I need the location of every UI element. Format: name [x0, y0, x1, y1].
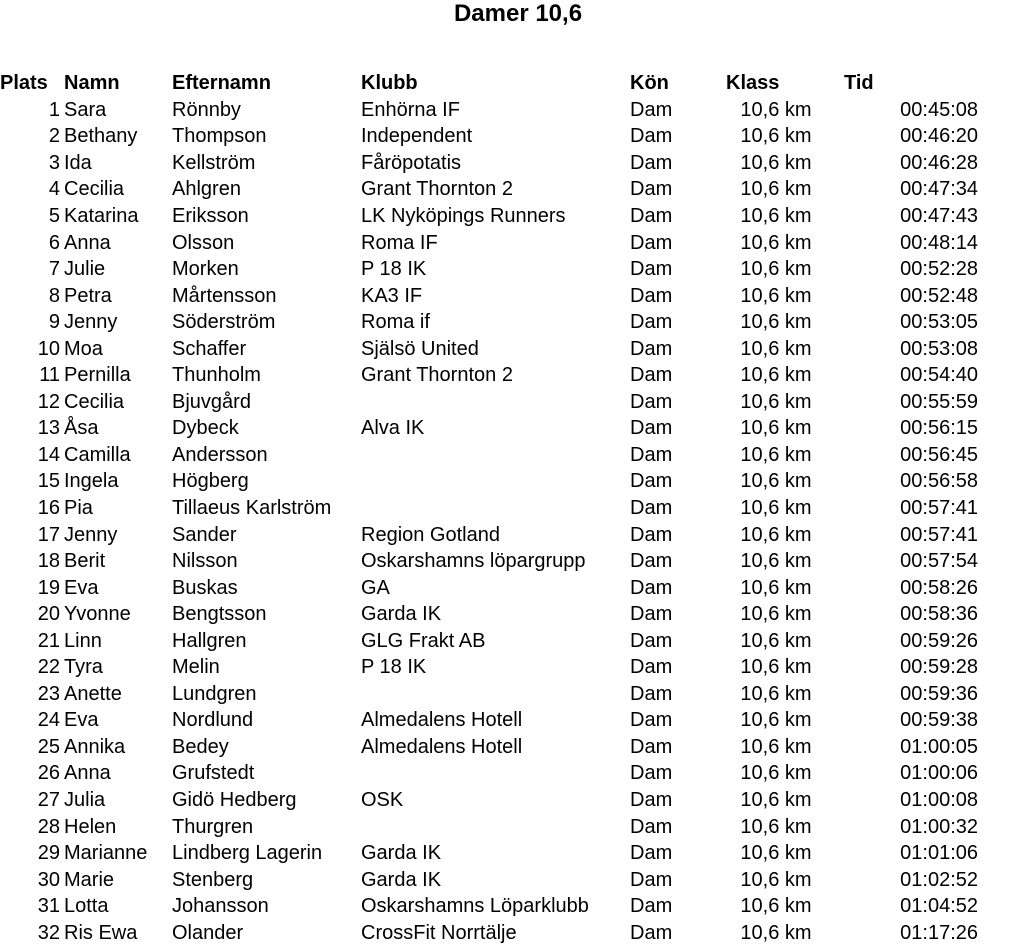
table-row — [0, 97, 978, 124]
cell-plats: 2 — [48, 125, 60, 148]
cell-namn: Åsa — [64, 417, 99, 440]
cell-klass: 10,6 km — [740, 284, 812, 307]
cell-klubb: P 18 IK — [361, 656, 427, 679]
cell-efternamn: Rönnby — [172, 98, 241, 121]
table-row — [0, 761, 978, 788]
cell-plats: 11 — [39, 364, 60, 387]
cell-efternamn: Gidö Hedberg — [172, 788, 297, 811]
cell-klubb — [361, 761, 630, 788]
cell-namn: Moa — [64, 337, 103, 360]
cell-klass: 10,6 km — [740, 125, 812, 148]
cell-plats: 20 — [37, 603, 60, 626]
column-header-tid: Tid — [844, 71, 874, 94]
cell-klubb: Grant Thornton 2 — [361, 364, 513, 387]
cell-plats: 25 — [37, 735, 60, 758]
cell-klass: 10,6 km — [740, 496, 812, 519]
cell-kon: Dam — [630, 629, 673, 652]
cell-tid: 01:01:06 — [900, 842, 978, 865]
cell-namn: Sara — [64, 98, 107, 121]
cell-klass: 10,6 km — [740, 443, 812, 466]
table-row — [0, 177, 978, 204]
cell-klass: 10,6 km — [740, 523, 812, 546]
table-row — [0, 230, 978, 257]
cell-plats: 16 — [37, 496, 60, 519]
cell-tid: 00:58:26 — [900, 576, 978, 599]
cell-namn: Anna — [64, 762, 111, 785]
cell-tid: 00:57:54 — [900, 550, 978, 573]
cell-efternamn: Nordlund — [172, 709, 254, 732]
cell-kon: Dam — [630, 231, 673, 254]
cell-efternamn: Eriksson — [172, 204, 249, 227]
cell-namn: Lotta — [64, 895, 109, 918]
cell-klass: 10,6 km — [740, 258, 812, 281]
cell-klubb — [361, 681, 630, 708]
cell-namn: Katarina — [64, 204, 139, 227]
cell-efternamn: Thurgren — [172, 815, 254, 838]
table-row — [0, 920, 978, 947]
cell-plats: 1 — [48, 98, 60, 121]
cell-tid: 00:56:15 — [900, 417, 978, 440]
table-row — [0, 495, 978, 522]
cell-namn: Pernilla — [64, 364, 131, 387]
cell-namn: Cecilia — [64, 178, 125, 201]
cell-klass: 10,6 km — [740, 151, 812, 174]
cell-klass: 10,6 km — [740, 603, 812, 626]
column-header-klubb: Klubb — [361, 71, 418, 94]
results-table — [0, 69, 978, 947]
cell-namn: Berit — [64, 550, 106, 573]
cell-plats: 28 — [37, 815, 60, 838]
cell-namn: Ingela — [64, 470, 119, 493]
cell-klubb: Själsö United — [361, 337, 479, 360]
cell-namn: Cecilia — [64, 390, 125, 413]
cell-tid: 00:56:45 — [900, 443, 978, 466]
cell-namn: Anette — [64, 682, 122, 705]
cell-plats: 29 — [37, 842, 60, 865]
cell-namn: Ida — [64, 151, 92, 174]
cell-plats: 17 — [37, 523, 60, 546]
cell-klubb: Garda IK — [361, 868, 442, 891]
table-row — [0, 734, 978, 761]
table-row — [0, 654, 978, 681]
cell-plats: 14 — [37, 443, 60, 466]
cell-tid: 00:57:41 — [900, 523, 978, 546]
table-row — [0, 203, 978, 230]
table-row — [0, 548, 978, 575]
table-row — [0, 124, 978, 151]
cell-namn: Eva — [64, 709, 99, 732]
cell-klass: 10,6 km — [740, 550, 812, 573]
cell-plats: 19 — [37, 576, 60, 599]
cell-tid: 00:58:36 — [900, 603, 978, 626]
cell-tid: 00:57:41 — [900, 496, 978, 519]
cell-klubb: Independent — [361, 125, 473, 148]
cell-plats: 4 — [48, 178, 60, 201]
cell-kon: Dam — [630, 656, 673, 679]
cell-tid: 00:46:28 — [900, 151, 978, 174]
cell-plats: 5 — [48, 204, 60, 227]
cell-namn: Julie — [64, 258, 106, 281]
cell-kon: Dam — [630, 523, 673, 546]
cell-namn: Marianne — [64, 842, 148, 865]
cell-tid: 00:45:08 — [900, 98, 978, 121]
cell-plats: 12 — [37, 390, 60, 413]
cell-namn: Jenny — [64, 311, 118, 334]
cell-tid: 00:48:14 — [900, 231, 978, 254]
cell-efternamn: Johansson — [172, 895, 269, 918]
cell-klass: 10,6 km — [740, 178, 812, 201]
cell-plats: 27 — [37, 788, 60, 811]
cell-efternamn: Buskas — [172, 576, 238, 599]
cell-klubb: Almedalens Hotell — [361, 735, 523, 758]
cell-klubb: Roma IF — [361, 231, 438, 254]
cell-klass: 10,6 km — [740, 868, 812, 891]
column-header-klass: Klass — [726, 71, 780, 94]
column-header-plats: Plats — [0, 71, 48, 94]
cell-efternamn: Andersson — [172, 443, 268, 466]
cell-plats: 32 — [37, 921, 60, 944]
cell-tid: 01:04:52 — [900, 895, 978, 918]
cell-namn: Jenny — [64, 523, 118, 546]
cell-kon: Dam — [630, 815, 673, 838]
cell-klass: 10,6 km — [740, 682, 812, 705]
cell-plats: 9 — [48, 311, 60, 334]
cell-plats: 24 — [37, 709, 60, 732]
cell-efternamn: Morken — [172, 258, 239, 281]
cell-kon: Dam — [630, 311, 673, 334]
cell-efternamn: Sander — [172, 523, 237, 546]
cell-klass: 10,6 km — [740, 417, 812, 440]
cell-klubb — [361, 495, 630, 522]
cell-kon: Dam — [630, 550, 673, 573]
cell-klass: 10,6 km — [740, 788, 812, 811]
cell-klass: 10,6 km — [740, 629, 812, 652]
cell-kon: Dam — [630, 603, 673, 626]
cell-plats: 10 — [37, 337, 60, 360]
cell-tid: 01:00:08 — [900, 788, 978, 811]
cell-efternamn: Ahlgren — [172, 178, 241, 201]
cell-plats: 3 — [48, 151, 60, 174]
cell-efternamn: Tillaeus Karlström — [172, 496, 332, 519]
cell-efternamn: Lindberg Lagerin — [172, 842, 323, 865]
table-row — [0, 575, 978, 602]
cell-klubb: Fåröpotatis — [361, 151, 462, 174]
cell-efternamn: Olsson — [172, 231, 235, 254]
cell-tid: 01:00:32 — [900, 815, 978, 838]
cell-kon: Dam — [630, 390, 673, 413]
table-body — [0, 97, 978, 947]
cell-tid: 00:52:28 — [900, 258, 978, 281]
table-row — [0, 840, 978, 867]
cell-kon: Dam — [630, 204, 673, 227]
cell-namn: Annika — [64, 735, 126, 758]
cell-tid: 01:00:06 — [900, 762, 978, 785]
cell-plats: 26 — [37, 762, 60, 785]
cell-efternamn: Nilsson — [172, 550, 238, 573]
table-row — [0, 256, 978, 283]
cell-plats: 30 — [37, 868, 60, 891]
table-row — [0, 389, 978, 416]
cell-kon: Dam — [630, 895, 673, 918]
cell-efternamn: Söderström — [172, 311, 276, 334]
cell-efternamn: Hallgren — [172, 629, 247, 652]
cell-namn: Pia — [64, 496, 93, 519]
cell-kon: Dam — [630, 98, 673, 121]
cell-klubb: GA — [361, 576, 390, 599]
cell-klubb — [361, 389, 630, 416]
cell-klubb: LK Nyköpings Runners — [361, 204, 566, 227]
cell-klubb: Oskarshamns Löparklubb — [361, 895, 589, 918]
cell-tid: 00:59:38 — [900, 709, 978, 732]
cell-tid: 00:56:58 — [900, 470, 978, 493]
header-row — [0, 69, 978, 97]
cell-klass: 10,6 km — [740, 470, 812, 493]
cell-klass: 10,6 km — [740, 98, 812, 121]
page-title: Damer 10,6 — [453, 0, 583, 27]
cell-kon: Dam — [630, 709, 673, 732]
cell-kon: Dam — [630, 417, 673, 440]
table-row — [0, 362, 978, 389]
cell-namn: Petra — [64, 284, 112, 307]
cell-kon: Dam — [630, 178, 673, 201]
cell-efternamn: Thompson — [172, 125, 267, 148]
cell-tid: 00:53:08 — [900, 337, 978, 360]
cell-kon: Dam — [630, 762, 673, 785]
cell-kon: Dam — [630, 735, 673, 758]
cell-plats: 7 — [48, 258, 60, 281]
cell-klubb: OSK — [361, 788, 404, 811]
cell-namn: Eva — [64, 576, 99, 599]
cell-klubb: P 18 IK — [361, 258, 427, 281]
cell-klass: 10,6 km — [740, 815, 812, 838]
cell-klass: 10,6 km — [740, 231, 812, 254]
cell-plats: 18 — [37, 550, 60, 573]
cell-klubb: KA3 IF — [361, 284, 423, 307]
cell-efternamn: Olander — [172, 921, 244, 944]
cell-efternamn: Kellström — [172, 151, 256, 174]
cell-tid: 01:17:26 — [900, 921, 978, 944]
table-row — [0, 867, 978, 894]
table-row — [0, 469, 978, 496]
cell-klubb: Garda IK — [361, 603, 442, 626]
cell-namn: Ris Ewa — [64, 921, 138, 944]
cell-klubb: Grant Thornton 2 — [361, 178, 513, 201]
cell-kon: Dam — [630, 443, 673, 466]
cell-klubb: CrossFit Norrtälje — [361, 921, 517, 944]
cell-kon: Dam — [630, 470, 673, 493]
cell-kon: Dam — [630, 788, 673, 811]
cell-kon: Dam — [630, 151, 673, 174]
cell-tid: 00:59:36 — [900, 682, 978, 705]
cell-plats: 8 — [48, 284, 60, 307]
cell-efternamn: Bjuvgård — [172, 390, 251, 413]
cell-plats: 22 — [37, 656, 60, 679]
cell-kon: Dam — [630, 125, 673, 148]
table-header — [0, 69, 978, 97]
table-row — [0, 601, 978, 628]
cell-namn: Anna — [64, 231, 111, 254]
cell-klubb — [361, 469, 630, 496]
cell-kon: Dam — [630, 496, 673, 519]
cell-klass: 10,6 km — [740, 364, 812, 387]
cell-klass: 10,6 km — [740, 576, 812, 599]
cell-tid: 01:00:05 — [900, 735, 978, 758]
cell-tid: 00:54:40 — [900, 364, 978, 387]
cell-klass: 10,6 km — [740, 921, 812, 944]
column-header-namn: Namn — [64, 71, 120, 94]
cell-klubb — [361, 814, 630, 841]
table-row — [0, 522, 978, 549]
cell-plats: 13 — [37, 417, 60, 440]
cell-klass: 10,6 km — [740, 709, 812, 732]
cell-tid: 00:59:28 — [900, 656, 978, 679]
cell-efternamn: Bedey — [172, 735, 229, 758]
cell-klass: 10,6 km — [740, 204, 812, 227]
cell-efternamn: Bengtsson — [172, 603, 267, 626]
cell-klass: 10,6 km — [740, 735, 812, 758]
table-row — [0, 814, 978, 841]
cell-kon: Dam — [630, 682, 673, 705]
cell-klubb: GLG Frakt AB — [361, 629, 486, 652]
cell-efternamn: Grufstedt — [172, 762, 255, 785]
cell-efternamn: Stenberg — [172, 868, 254, 891]
cell-kon: Dam — [630, 576, 673, 599]
table-row — [0, 628, 978, 655]
cell-kon: Dam — [630, 258, 673, 281]
table-row — [0, 283, 978, 310]
cell-tid: 00:46:20 — [900, 125, 978, 148]
cell-tid: 00:53:05 — [900, 311, 978, 334]
cell-tid: 00:59:26 — [900, 629, 978, 652]
cell-tid: 00:47:43 — [900, 204, 978, 227]
cell-tid: 00:55:59 — [900, 390, 978, 413]
cell-klubb: Almedalens Hotell — [361, 709, 523, 732]
table-row — [0, 336, 978, 363]
cell-klubb: Enhörna IF — [361, 98, 460, 121]
cell-plats: 23 — [37, 682, 60, 705]
column-header-kon: Kön — [630, 71, 669, 94]
cell-namn: Bethany — [64, 125, 138, 148]
cell-klubb — [361, 442, 630, 469]
cell-klubb: Alva IK — [361, 417, 425, 440]
cell-efternamn: Lundgren — [172, 682, 257, 705]
cell-klass: 10,6 km — [740, 390, 812, 413]
cell-klass: 10,6 km — [740, 337, 812, 360]
cell-namn: Linn — [64, 629, 102, 652]
cell-efternamn: Schaffer — [172, 337, 247, 360]
cell-plats: 31 — [37, 895, 60, 918]
cell-tid: 00:52:48 — [900, 284, 978, 307]
cell-kon: Dam — [630, 868, 673, 891]
cell-namn: Yvonne — [64, 603, 131, 626]
cell-namn: Camilla — [64, 443, 131, 466]
table-row — [0, 416, 978, 443]
cell-kon: Dam — [630, 364, 673, 387]
cell-namn: Julia — [64, 788, 106, 811]
cell-efternamn: Melin — [172, 656, 220, 679]
table-row — [0, 787, 978, 814]
table-row — [0, 309, 978, 336]
table-row — [0, 150, 978, 177]
cell-efternamn: Thunholm — [172, 364, 261, 387]
cell-efternamn: Högberg — [172, 470, 249, 493]
cell-klubb: Roma if — [361, 311, 430, 334]
table-row — [0, 442, 978, 469]
cell-plats: 6 — [48, 231, 60, 254]
table-row — [0, 893, 978, 920]
cell-klass: 10,6 km — [740, 895, 812, 918]
cell-klass: 10,6 km — [740, 842, 812, 865]
cell-kon: Dam — [630, 337, 673, 360]
cell-tid: 01:02:52 — [900, 868, 978, 891]
cell-namn: Helen — [64, 815, 117, 838]
cell-namn: Marie — [64, 868, 115, 891]
cell-kon: Dam — [630, 284, 673, 307]
cell-klubb: Region Gotland — [361, 523, 500, 546]
cell-klass: 10,6 km — [740, 762, 812, 785]
cell-plats: 15 — [37, 470, 60, 493]
cell-namn: Tyra — [64, 656, 103, 679]
column-header-efternamn: Efternamn — [172, 71, 271, 94]
cell-klubb: Oskarshamns löpargrupp — [361, 550, 586, 573]
cell-klass: 10,6 km — [740, 656, 812, 679]
cell-klass: 10,6 km — [740, 311, 812, 334]
table-row — [0, 681, 978, 708]
cell-kon: Dam — [630, 842, 673, 865]
cell-tid: 00:47:34 — [900, 178, 978, 201]
cell-efternamn: Mårtensson — [172, 284, 277, 307]
cell-kon: Dam — [630, 921, 673, 944]
cell-efternamn: Dybeck — [172, 417, 239, 440]
cell-klubb: Garda IK — [361, 842, 442, 865]
table-row — [0, 708, 978, 735]
cell-plats: 21 — [37, 629, 60, 652]
